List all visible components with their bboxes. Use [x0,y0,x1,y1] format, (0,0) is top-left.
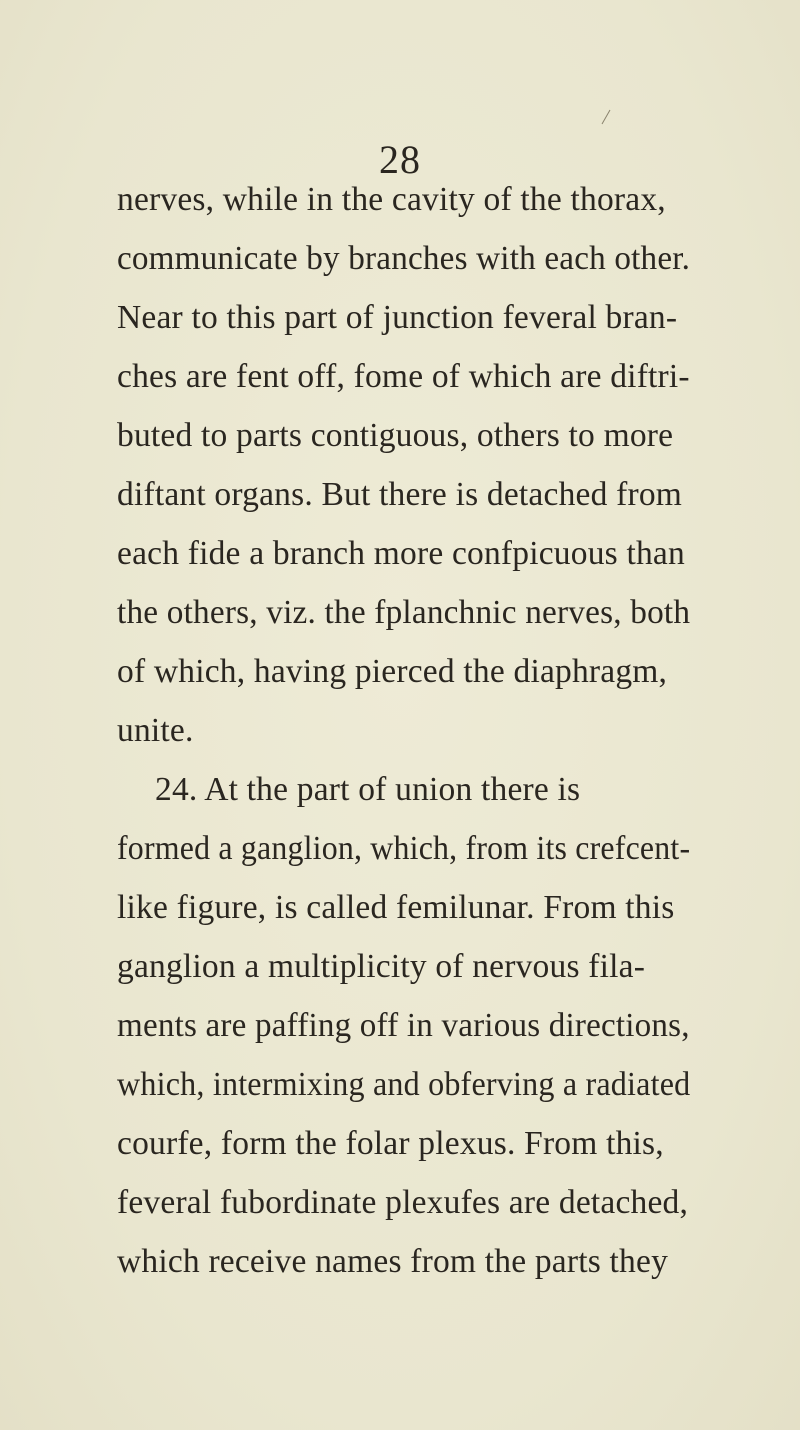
text-line: formed a ganglion, which, from its crefcent- [117,830,691,867]
text-line: which receive names from the parts they [117,1243,669,1280]
text-line: ments are paffing off in various directions, [117,1007,690,1044]
text-line: ganglion a multiplicity of nervous fila- [117,948,646,985]
text-line: diftant organs. But there is detached from [117,476,683,513]
ink-mark [600,108,612,126]
text-line: buted to parts contiguous, others to more [117,417,674,454]
text-line: feveral fubordinate plexufes are detached, [117,1184,689,1221]
text-line: Near to this part of junction feveral bran- [117,299,678,336]
text-line: like figure, is called femilunar. From this [117,889,675,926]
body-text [0,180,800,1410]
text-line: ches are fent off, fome of which are diftri- [117,358,690,395]
text-line: each fide a branch more confpicuous than [117,535,685,572]
text-line: which, intermixing and obferving a radiated [117,1066,691,1103]
text-line: nerves, while in the cavity of the thorax, [117,181,666,218]
text-line: unite. [117,712,194,749]
text-line: of which, having pierced the diaphragm, [117,653,668,690]
text-line: the others, viz. the fplanchnic nerves, both [117,594,691,631]
paragraph-start-line: 24. At the part of union there is [155,771,581,808]
text-line: communicate by branches with each other. [117,240,691,277]
page-number: 28 [379,137,421,182]
text-line: courfe, form the folar plexus. From this, [117,1125,664,1162]
